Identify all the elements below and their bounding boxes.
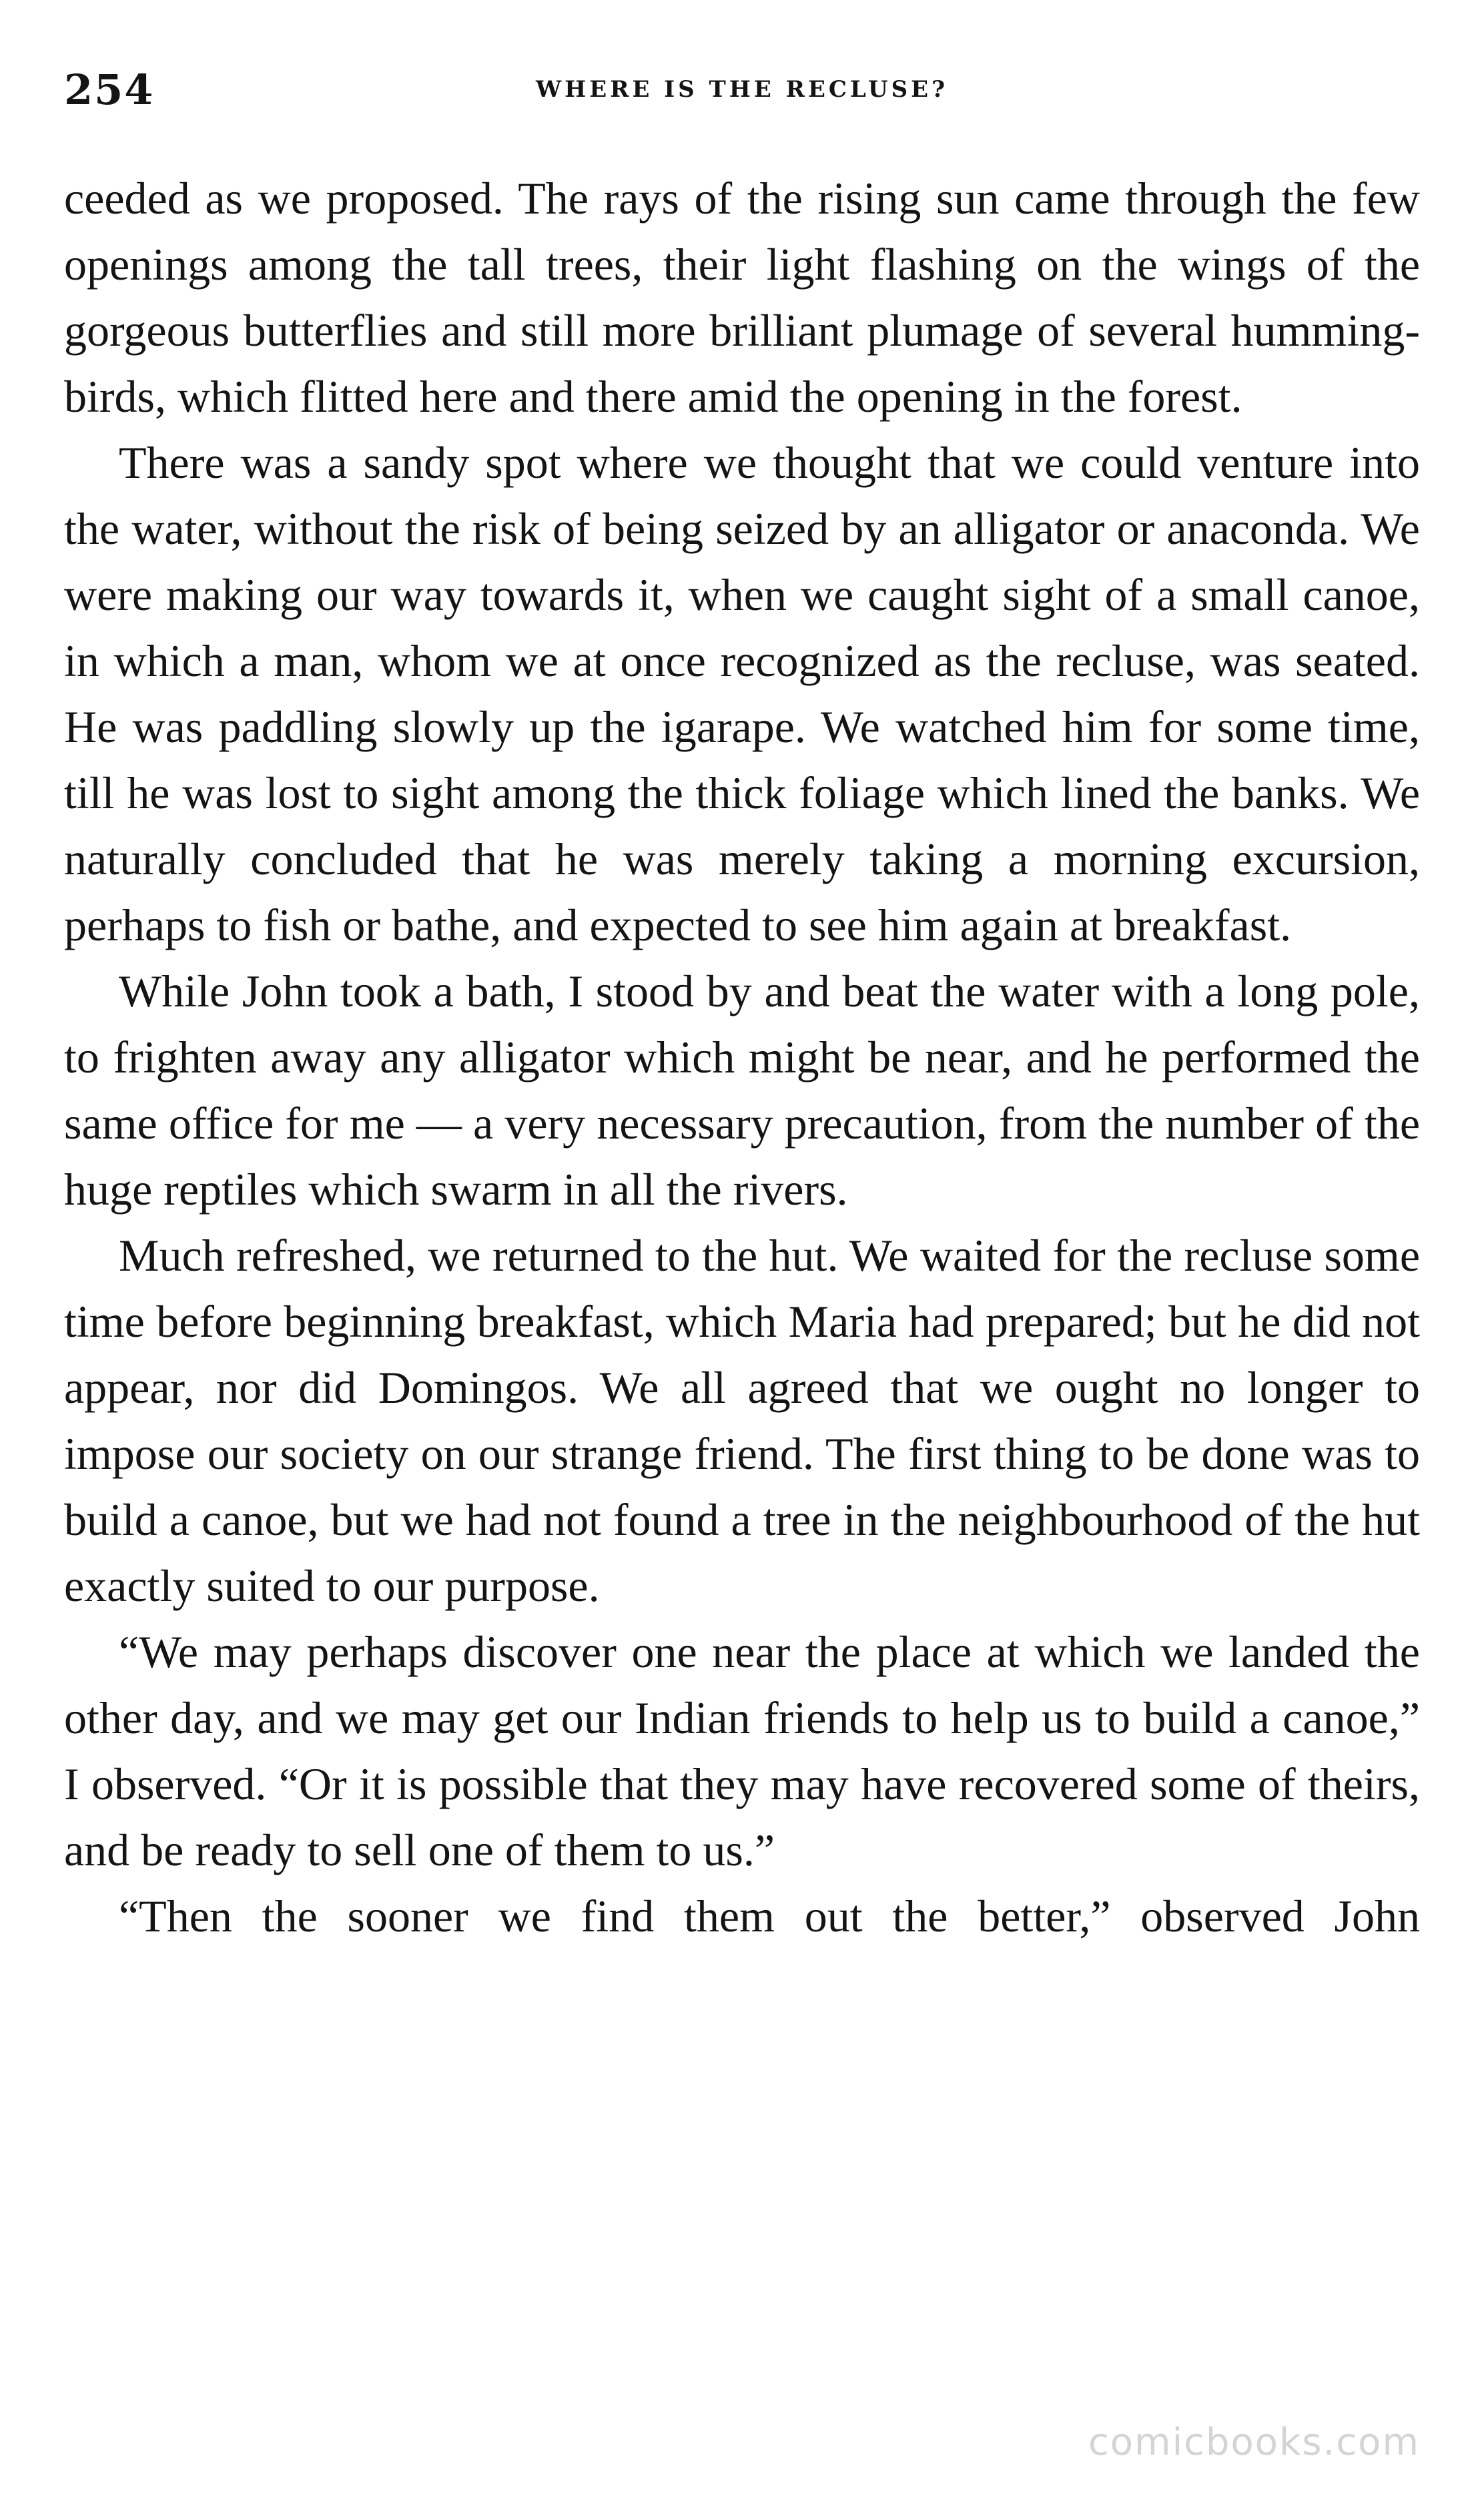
page-number: 254 [64,65,155,114]
paragraph: While John took a bath, I stood by and beat the water with a long pole, to frighten away any alligator which might be near, and he performed the same office for me — a very necessary precaution, from the number of the huge reptiles which swarm in all the rivers. [64,966,1420,1215]
paragraph: There was a sandy spot where we thought that we could venture into the water, without the risk of being seized by an alligator or anaconda. We were making our way towards it, when we caught sight of a small canoe, in which a man, whom we at once recognized as the recluse, was seated. He was paddling slowly up the igarape. We watched him for some time, till he was lost to sight among the thick foliage which lined the banks. We naturally concluded that he was merely taking a morning excursion, perhaps to fish or bathe, and expected to see him again at breakfast. [64,437,1420,950]
watermark: comicbooks.com [1088,2421,1420,2464]
body-text [64,166,1420,1949]
paragraph: “Then the sooner we find them out the better,” observed John [119,1891,1420,1941]
paragraph: ceeded as we proposed. The rays of the rising sun came through the few openings among the tall trees, their light flashing on the wings of the gorgeous butterflies and still more brilliant plumage of several humming-birds, which flitted here and there amid the opening in the forest. [64,173,1420,422]
page-header [64,65,1420,112]
running-head: WHERE IS THE RECLUSE? [535,76,949,103]
paragraph: Much refreshed, we returned to the hut. We waited for the recluse some time before beginning breakfast, which Maria had prepared; but he did not appear, nor did Domingos. We all agreed that we ought no longer to impose our society on our strange friend. The first thing to be done was to build a canoe, but we had not found a tree in the neighbourhood of the hut exactly suited to our purpose. [64,1230,1420,1611]
paragraph: “We may perhaps discover one near the place at which we landed the other day, and we may get our Indian friends to help us to build a canoe,” I observed. “Or it is possible that they may have recovered some of theirs, and be ready to sell one of them to us.” [64,1626,1420,1875]
